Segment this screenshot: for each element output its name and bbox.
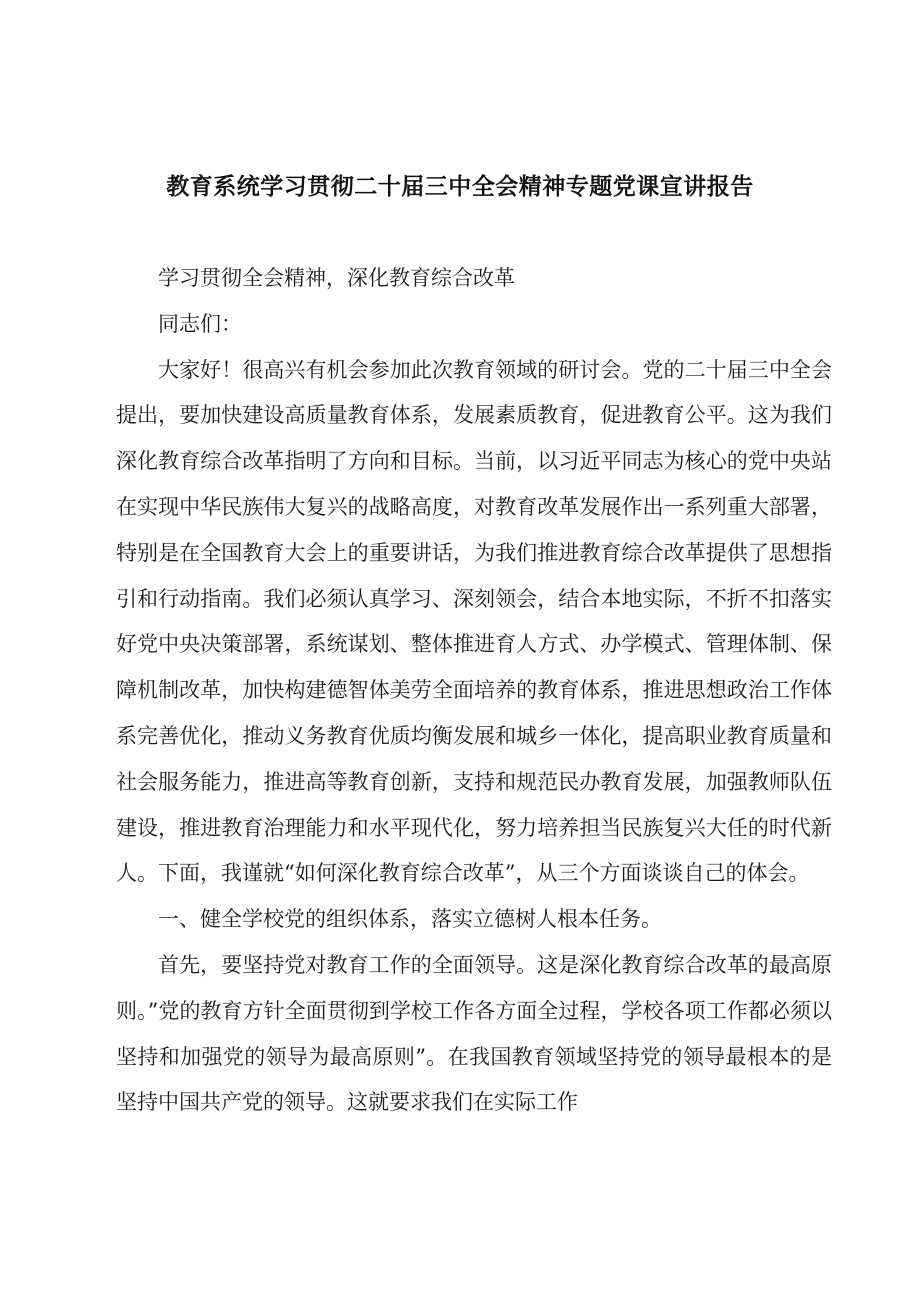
document-body	[116, 256, 832, 1126]
section-heading-one: 一、健全学校党的组织体系，落实立德树人根本任务。	[158, 907, 662, 932]
document-subtitle: 学习贯彻全会精神，深化教育综合改革	[158, 266, 515, 290]
salutation: 同志们：	[158, 311, 242, 336]
paragraph-intro: 大家好！很高兴有机会参加此次教育领域的研讨会。党的二十届三中全会提出，要加快建设高质量教育体系，发展素质教育，促进教育公平。这为我们深化教育综合改革指明了方向和目标。当前，以习近平同志为核心的党中央站在实现中华民族伟大复兴的战略高度，对教育改革发展作出一系列重大部署，特别是在全国教育大会上的重要讲话，为我们推进教育综合改革提供了思想指引和行动指南。我们必须认真学习、深刻领会，结合本地实际，不折不扣落实好党中央决策部署，系统谋划、整体推进育人方式、办学模式、管理体制、保障机制改革，加快构建德智体美劳全面培养的教育体系，推进思想政治工作体系完善优化，推动义务教育优质均衡发展和城乡一体化，提高职业教育质量和社会服务能力，推进高等教育创新，支持和规范民办教育发展，加强教师队伍建设，推进教育治理能力和水平现代化，努力培养担当民族复兴大任的时代新人。下面，我谨就“如何深化教育综合改革”，从三个方面谈谈自己的体会。	[116, 357, 832, 886]
paragraph-first-point: 首先，要坚持党对教育工作的全面领导。这是深化教育综合改革的最高原则。”党的教育方针全面贯彻到学校工作各方面全过程，学校各项工作都必须以坚持和加强党的领导为最高原则”。在我国教育领域坚持党的领导最根本的是坚持中国共产党的领导。这就要求我们在实际工作	[116, 952, 832, 1115]
document-title: 教育系统学习贯彻二十届三中全会精神专题党课宣讲报告	[166, 174, 754, 200]
